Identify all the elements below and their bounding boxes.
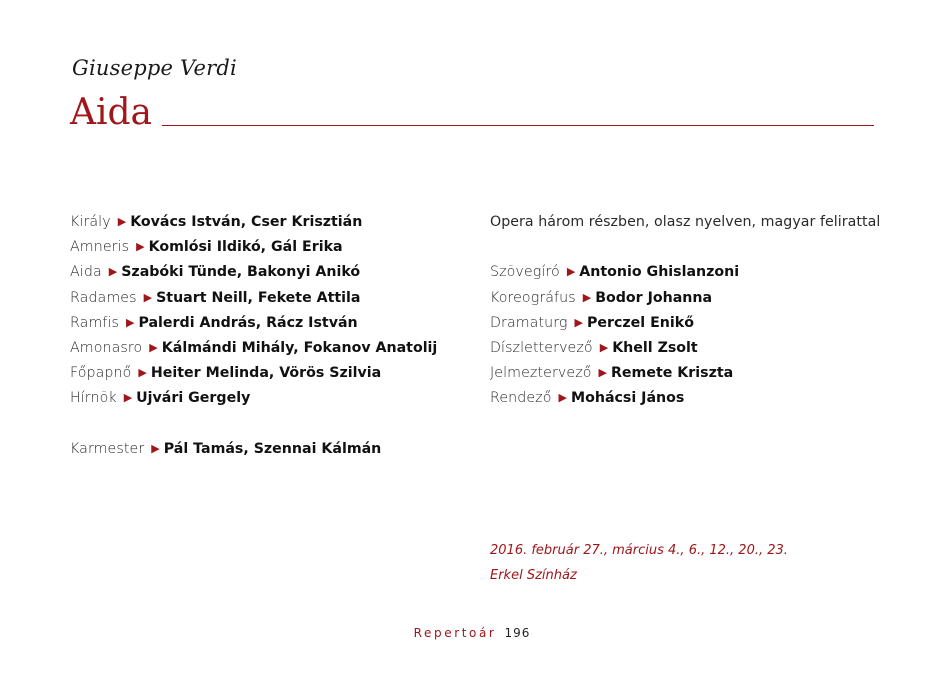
role-label: Amonasro [70, 339, 143, 356]
performer-names: Pál Tamás, Szennai Kálmán [163, 440, 382, 457]
spacer [490, 235, 880, 260]
title-row [70, 92, 874, 134]
arrow-right-icon: ▶ [599, 340, 609, 354]
performance-info [490, 538, 788, 588]
arrow-right-icon: ▶ [566, 265, 576, 279]
performer-names: Heiter Melinda, Vörös Szilvia [150, 365, 382, 382]
cast-row [70, 235, 437, 260]
role-label: Koreográfus [490, 289, 576, 306]
performer-names: Ujvári Gergely [136, 390, 251, 407]
crew-row [490, 361, 880, 386]
crew-name: Remete Kriszta [611, 365, 734, 382]
conductor-row [70, 437, 437, 462]
cast-row [70, 361, 437, 386]
arrow-right-icon: ▶ [117, 215, 127, 228]
performer-names: Szabóki Tünde, Bakonyi Anikó [121, 264, 361, 281]
cast-row [70, 260, 437, 285]
role-label: Főpapnő [70, 365, 132, 382]
role-label: Amneris [70, 239, 130, 256]
crew-row [490, 286, 880, 311]
cast-row [70, 210, 437, 235]
performance-dates: 2016. február 27., március 4., 6., 12., 20., 23. [490, 543, 788, 558]
arrow-right-icon: ▶ [143, 290, 153, 304]
crew-name: Perczel Enikő [587, 314, 694, 331]
page-footer [0, 626, 944, 640]
crew-row [490, 386, 880, 411]
arrow-right-icon: ▶ [138, 366, 147, 380]
opera-title: Aida [70, 92, 153, 133]
arrow-right-icon: ▶ [136, 240, 145, 254]
role-label: Jelmeztervező [490, 365, 592, 382]
arrow-right-icon: ▶ [151, 441, 160, 455]
footer-section-label: Repertoár [413, 626, 497, 640]
performer-names: Stuart Neill, Fekete Attila [156, 289, 361, 306]
crew-row [490, 336, 880, 361]
crew-row [490, 260, 880, 285]
arrow-right-icon: ▶ [108, 265, 118, 279]
performer-names: Kovács István, Cser Krisztián [130, 214, 363, 230]
cast-row [70, 386, 437, 411]
opera-description: Opera három részben, olasz nyelven, magyar felirattal [490, 214, 881, 230]
role-label: Szövegíró [490, 264, 560, 281]
role-label: Ramfis [70, 314, 119, 331]
arrow-right-icon: ▶ [123, 391, 133, 405]
cast-row [70, 286, 437, 311]
crew-name: Mohácsi János [570, 390, 685, 407]
role-label: Aida [70, 264, 102, 281]
page-number: 196 [504, 626, 531, 640]
cast-row [70, 336, 437, 361]
cast-list [70, 210, 437, 462]
role-label: Díszlettervező [490, 339, 593, 356]
role-label: Rendező [490, 390, 552, 407]
title-underline [162, 125, 874, 126]
performer-names: Kálmándi Mihály, Fokanov Anatolij [161, 339, 438, 356]
arrow-right-icon: ▶ [126, 315, 135, 329]
performer-names: Palerdi András, Rácz István [138, 314, 358, 331]
role-label: Karmester [70, 440, 145, 457]
role-label: Dramaturg [490, 314, 568, 331]
arrow-right-icon: ▶ [574, 315, 583, 329]
crew-row [490, 311, 880, 336]
role-label: Király [70, 214, 111, 230]
arrow-right-icon: ▶ [598, 366, 607, 380]
arrow-right-icon: ▶ [558, 391, 567, 405]
crew-name: Bodor Johanna [595, 289, 713, 306]
composer-name: Giuseppe Verdi [72, 56, 237, 80]
crew-name: Khell Zsolt [612, 339, 698, 356]
spacer [70, 412, 437, 437]
production-info [490, 210, 880, 412]
arrow-right-icon: ▶ [149, 340, 158, 354]
performance-venue: Erkel Színház [490, 568, 577, 583]
cast-row [70, 311, 437, 336]
performer-names: Komlósi Ildikó, Gál Erika [148, 239, 343, 256]
arrow-right-icon: ▶ [582, 290, 592, 304]
crew-name: Antonio Ghislanzoni [579, 264, 740, 281]
role-label: Hírnök [70, 390, 117, 407]
role-label: Radames [70, 289, 137, 306]
